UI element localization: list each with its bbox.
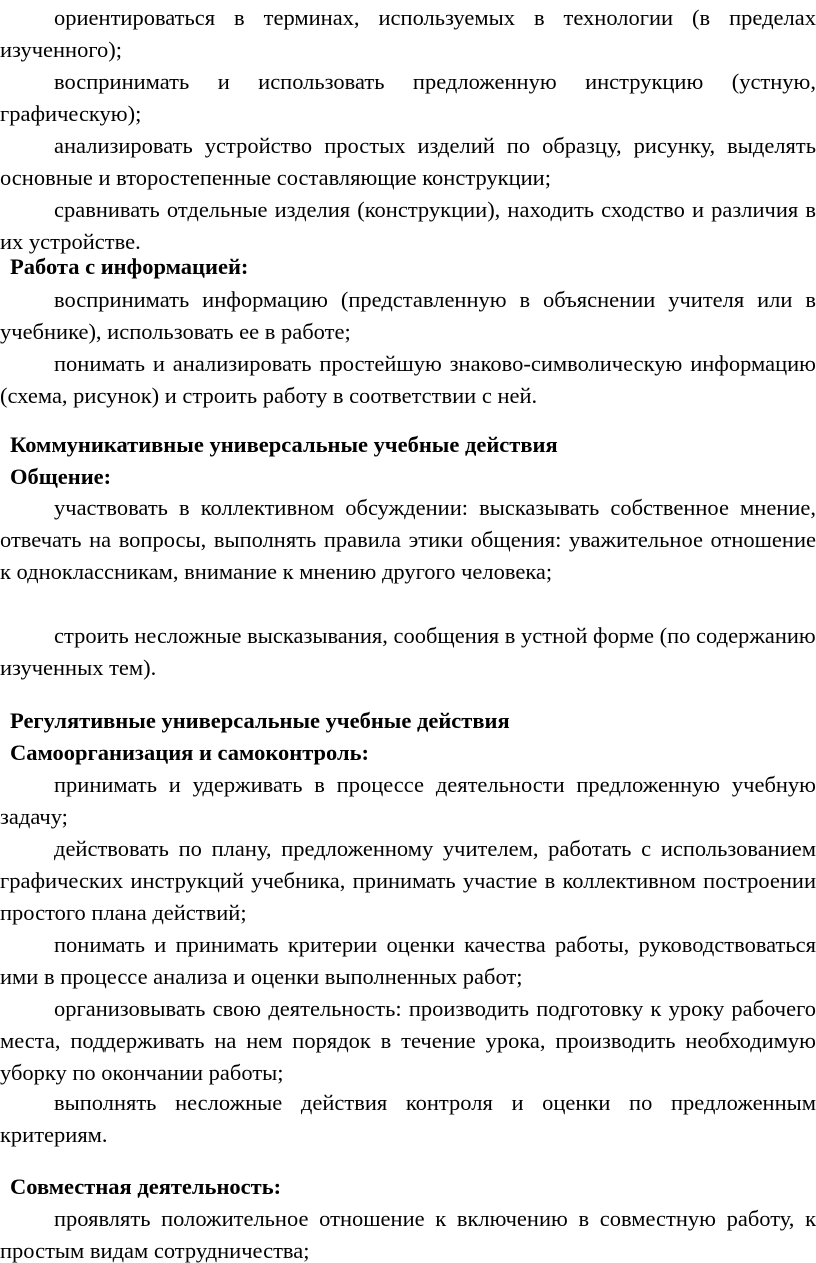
paragraph-symbolic-info: понимать и анализировать простейшую знаково-символическую информацию (схема, рисунок) и строить работу в соответствии с ней.	[0, 351, 816, 408]
heading-information: Работа с информацией:	[10, 254, 249, 279]
paragraph-discussion: участвовать в коллективном обсуждении: высказывать собственное мнение, отвечать на вопросы, выполнять правила этики общения: уважительное отношение к одноклассникам, внимание к мнению другого человека;	[0, 495, 816, 584]
heading-communicative: Коммуникативные универсальные учебные действия	[10, 432, 558, 457]
paragraph-instruction: воспринимать и использовать предложенную инструкцию (устную, графическую);	[0, 69, 816, 126]
subheading-self-organization: Самоорганизация и самоконтроль:	[10, 740, 370, 765]
heading-joint-activity: Совместная деятельность:	[10, 1174, 282, 1199]
paragraph-control: выполнять несложные действия контроля и оценки по предложенным критериям.	[0, 1090, 816, 1147]
heading-regulatory: Регулятивные универсальные учебные действия	[10, 708, 510, 733]
paragraph-accept-task: принимать и удерживать в процессе деятельности предложенную учебную задачу;	[0, 772, 816, 829]
subheading-communication: Общение:	[10, 464, 112, 489]
paragraph-analyze-structure: анализировать устройство простых изделий по образцу, рисунку, выделять основные и второстепенные составляющие конструкции;	[0, 133, 816, 190]
paragraph-terminology: ориентироваться в терминах, используемых в технологии (в пределах изученного);	[0, 5, 816, 62]
paragraph-cooperation: проявлять положительное отношение к включению в совместную работу, к простым видам сотрудничества;	[0, 1206, 816, 1263]
paragraph-statements: строить несложные высказывания, сообщения в устной форме (по содержанию изученных тем).	[0, 623, 816, 680]
paragraph-criteria: понимать и принимать критерии оценки качества работы, руководствоваться ими в процессе анализа и оценки выполненных работ;	[0, 932, 816, 989]
paragraph-compare: сравнивать отдельные изделия (конструкции), находить сходство и различия в их устройстве.	[0, 197, 816, 254]
paragraph-perceive-info: воспринимать информацию (представленную в объяснении учителя или в учебнике), использовать ее в работе;	[0, 287, 816, 344]
paragraph-follow-plan: действовать по плану, предложенному учителем, работать с использованием графических инструкций учебника, принимать участие в коллективном построении простого плана действий;	[0, 836, 816, 925]
paragraph-organize-activity: организовывать свою деятельность: производить подготовку к уроку рабочего места, поддерживать на нем порядок в течение урока, производить необходимую уборку по окончании работы;	[0, 996, 816, 1085]
